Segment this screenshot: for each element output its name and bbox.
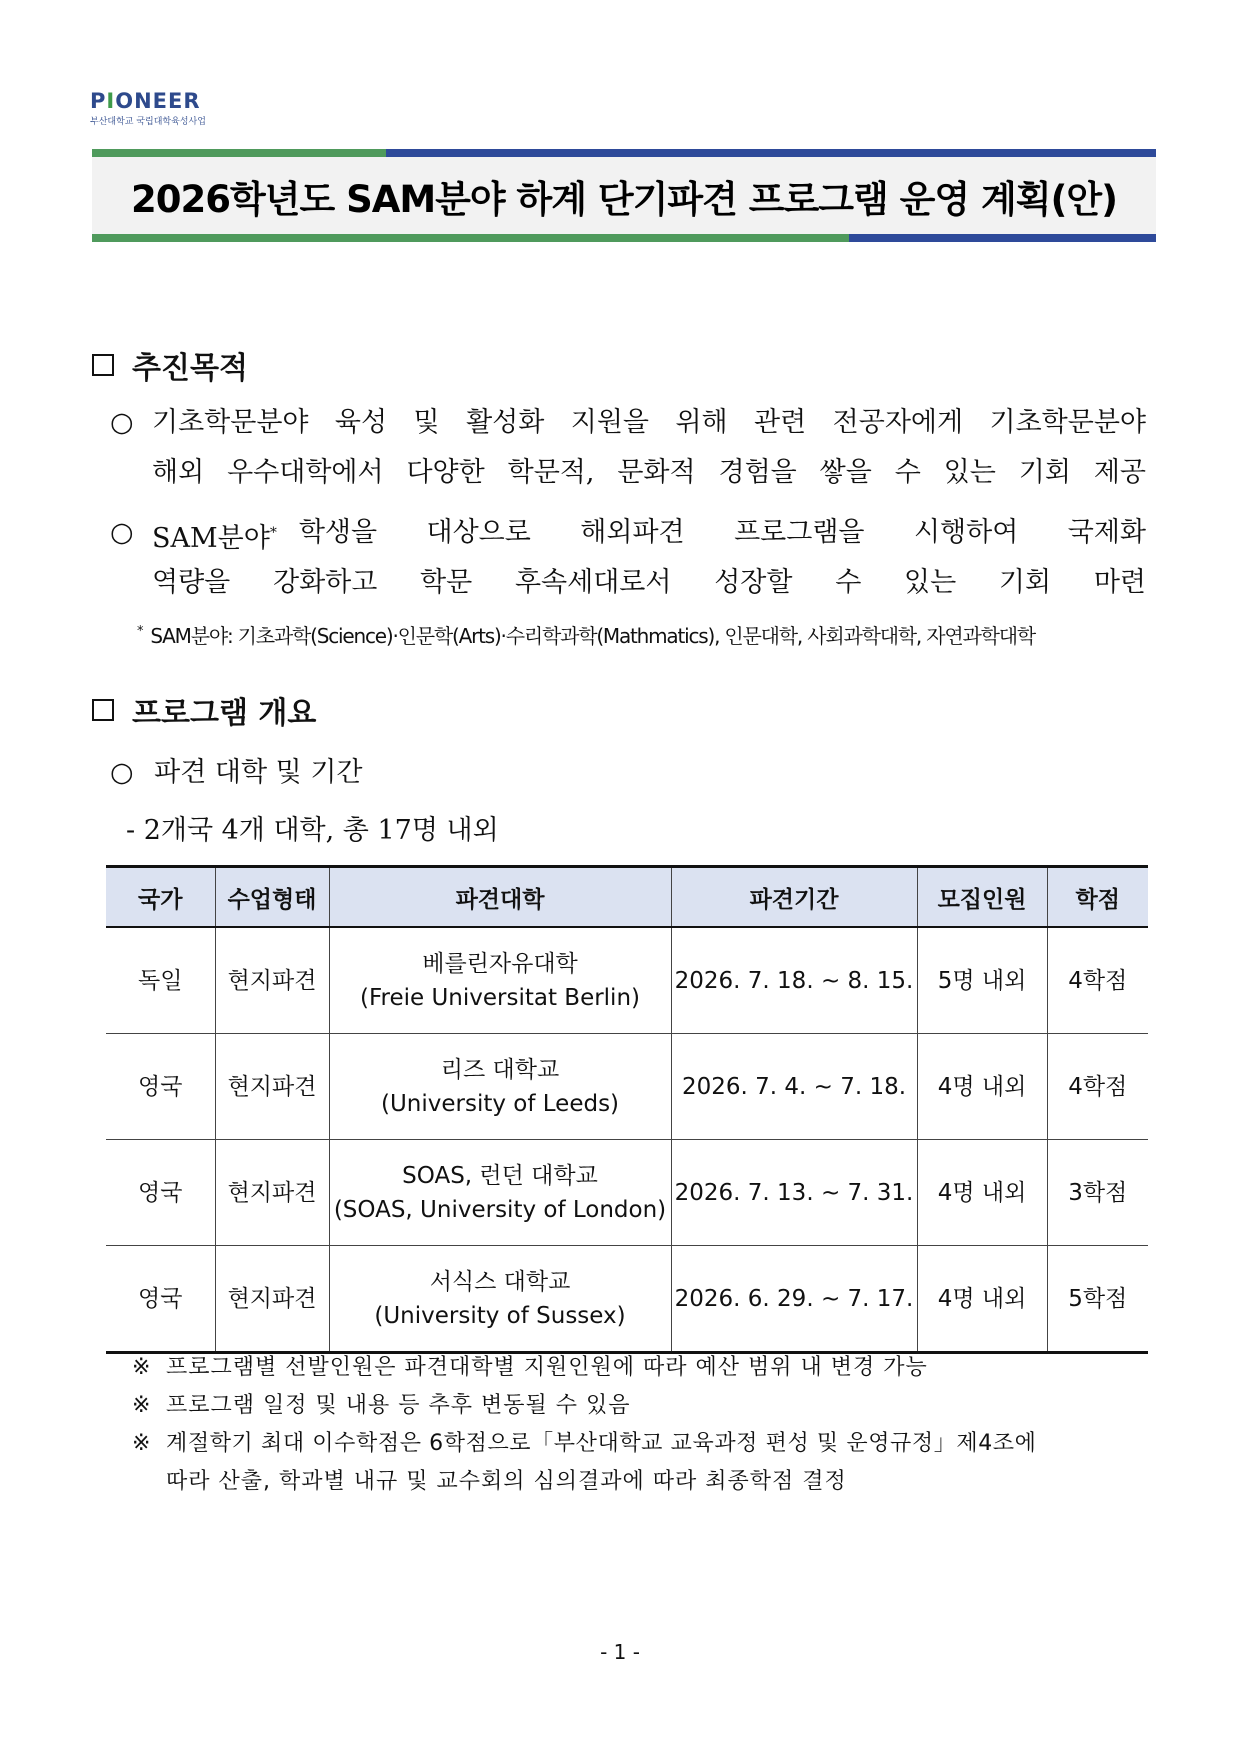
reference-mark-icon: ※ — [132, 1431, 152, 1456]
checkbox-square-icon — [92, 354, 114, 376]
univ-korean: 리즈 대학교 — [440, 1056, 560, 1083]
cell-period: 2026. 7. 13. ~ 7. 31. — [671, 1140, 917, 1246]
bullet-line: 역량을 강화하고 학문 후속세대로서 성장할 수 있는 기회 마련 — [152, 567, 1146, 598]
header-quota: 모집인원 — [917, 867, 1047, 928]
univ-english: (SOAS, University of London) — [333, 1196, 667, 1223]
cell-country: 영국 — [106, 1034, 215, 1140]
sam-footnote — [137, 620, 1035, 649]
note-item — [132, 1388, 630, 1419]
header-university: 파견대학 — [329, 867, 671, 928]
cell-period: 2026. 6. 29. ~ 7. 17. — [671, 1246, 917, 1353]
cell-university — [329, 1140, 671, 1246]
note-text: 계절학기 최대 이수학점은 6학점으로「부산대학교 교육과정 편성 및 운영규정」제4조에 — [166, 1431, 1037, 1456]
cell-credit: 4학점 — [1047, 1034, 1148, 1140]
univ-korean: 서식스 대학교 — [429, 1268, 571, 1295]
section-heading-purpose — [92, 343, 248, 387]
cell-quota: 5명 내외 — [917, 927, 1047, 1034]
univ-korean: 베를린자유대학 — [422, 950, 578, 977]
univ-english: (Freie Universitat Berlin) — [359, 984, 641, 1011]
header-type: 수업형태 — [215, 867, 329, 928]
cell-period: 2026. 7. 18. ~ 8. 15. — [671, 927, 917, 1034]
purpose-bullet-2 — [110, 508, 1146, 608]
bullet-line — [152, 508, 1146, 564]
univ-english: (University of Leeds) — [380, 1090, 620, 1117]
table-row — [106, 1246, 1148, 1353]
table-row — [106, 1140, 1148, 1246]
cell-type: 현지파견 — [215, 927, 329, 1034]
logo-subtitle: 부산대학교 국립대학육성사업 — [90, 117, 206, 127]
reference-mark-icon: ※ — [132, 1393, 152, 1418]
purpose-bullet-1 — [110, 398, 1146, 498]
header-period: 파견기간 — [671, 867, 917, 928]
cell-type: 현지파견 — [215, 1140, 329, 1246]
footnote-mark: * — [137, 624, 143, 640]
circle-bullet-icon: ○ — [110, 517, 134, 548]
note-text: 프로그램별 선발인원은 파견대학별 지원인원에 따라 예산 범위 내 변경 가능 — [166, 1355, 928, 1380]
section-heading-overview — [92, 688, 316, 732]
cell-quota: 4명 내외 — [917, 1034, 1047, 1140]
cell-credit: 5학점 — [1047, 1246, 1148, 1353]
cell-country: 영국 — [106, 1246, 215, 1353]
cell-quota: 4명 내외 — [917, 1140, 1047, 1246]
cell-university — [329, 1246, 671, 1353]
table-header-row — [106, 867, 1148, 928]
section-heading-text: 추진목적 — [132, 351, 248, 386]
overview-bullet — [110, 750, 362, 789]
document-title: 2026학년도 SAM분야 하계 단기파견 프로그램 운영 계획(안) — [130, 177, 1118, 221]
dispatch-table — [106, 865, 1148, 1354]
footnote-text: SAM분야: 기초과학(Science)·인문학(Arts)·수리학과학(Mathmatics), 인문대학, 사회과학대학, 자연과학대학 — [150, 624, 1035, 648]
note-continuation: 따라 산출, 학과별 내규 및 교수회의 심의결과에 따라 최종학점 결정 — [166, 1469, 847, 1494]
cell-type: 현지파견 — [215, 1034, 329, 1140]
bullet-line-rest: 학생을 대상으로 해외파견 프로그램을 시행하여 국제화 — [298, 517, 1146, 548]
circle-bullet-icon: ○ — [110, 407, 134, 438]
page-number: - 1 - — [600, 1640, 640, 1664]
univ-korean: SOAS, 런던 대학교 — [402, 1162, 598, 1189]
cell-credit: 4학점 — [1047, 927, 1148, 1034]
title-banner — [92, 149, 1156, 242]
cell-university — [329, 927, 671, 1034]
cell-country: 영국 — [106, 1140, 215, 1246]
reference-mark-icon: ※ — [132, 1355, 152, 1380]
circle-bullet-icon: ○ — [110, 757, 134, 788]
overview-bullet-text: 파견 대학 및 기간 — [154, 757, 363, 788]
title-box — [92, 157, 1156, 234]
cell-credit: 3학점 — [1047, 1140, 1148, 1246]
overview-sub-item: - 2개국 4개 대학, 총 17명 내외 — [126, 815, 499, 846]
cell-country: 독일 — [106, 927, 215, 1034]
sam-term: SAM분야 — [152, 523, 270, 554]
checkbox-square-icon — [92, 699, 114, 721]
bullet-line: 해외 우수대학에서 다양한 학문적, 문화적 경험을 쌓을 수 있는 기회 제공 — [152, 457, 1146, 488]
header-country: 국가 — [106, 867, 215, 928]
pioneer-logo — [90, 90, 220, 127]
header-credit: 학점 — [1047, 867, 1148, 928]
cell-type: 현지파견 — [215, 1246, 329, 1353]
section-heading-text: 프로그램 개요 — [132, 696, 317, 731]
bullet-line: 기초학문분야 육성 및 활성화 지원을 위해 관련 전공자에게 기초학문분야 — [152, 407, 1146, 438]
footnote-ref: * — [269, 525, 277, 541]
note-item — [132, 1350, 928, 1381]
univ-english: (University of Sussex) — [374, 1302, 626, 1329]
logo-wordmark: PIONEER — [90, 89, 201, 113]
table-row — [106, 927, 1148, 1034]
cell-period: 2026. 7. 4. ~ 7. 18. — [671, 1034, 917, 1140]
note-text: 프로그램 일정 및 내용 등 추후 변동될 수 있음 — [166, 1393, 631, 1418]
note-item — [132, 1426, 1037, 1457]
cell-university — [329, 1034, 671, 1140]
table-row — [106, 1034, 1148, 1140]
cell-quota: 4명 내외 — [917, 1246, 1047, 1353]
